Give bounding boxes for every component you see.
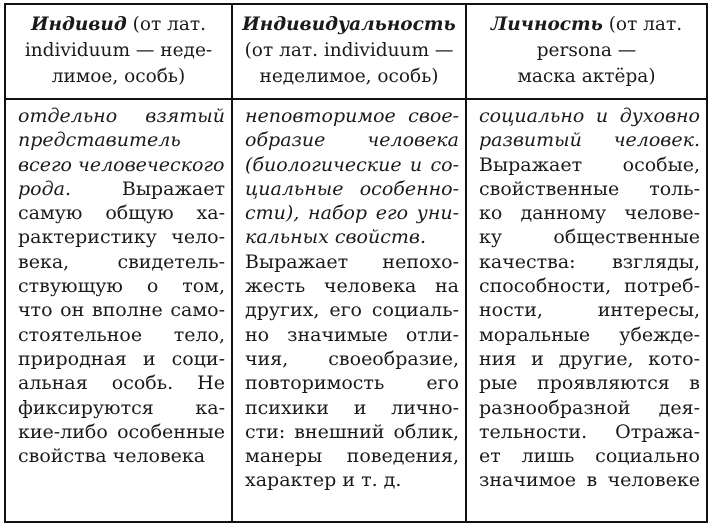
body-line (18, 250, 225, 274)
description-text: природная и соци- (18, 347, 225, 370)
body-line (245, 225, 459, 249)
table-bottom-rule (4, 521, 708, 523)
description-text: альная особь. Не (18, 372, 225, 395)
body-line (245, 201, 459, 225)
body-line (18, 347, 225, 371)
header-text: маска актёра) (517, 65, 656, 87)
definition-text: циальные особеннo- (245, 177, 459, 200)
body-line (479, 153, 700, 177)
description-text: рые проявляются в (479, 372, 700, 395)
header-lichnost (467, 4, 706, 97)
header-term: Личность (490, 13, 603, 35)
header-text: лимое, особь) (51, 65, 186, 87)
body-line (18, 371, 225, 395)
description-text: манеры поведения, (245, 445, 459, 468)
body-line (245, 104, 459, 128)
header-text: individuum — неде- (24, 39, 213, 61)
header-individualnost (233, 4, 465, 97)
description-text: ности, интересы, (479, 299, 700, 322)
header-line (517, 64, 655, 90)
body-line (479, 323, 700, 347)
body-line (245, 274, 459, 298)
header-text: (от лат. individuum — (244, 39, 454, 61)
body-individ (6, 104, 231, 468)
body-line (18, 298, 225, 322)
body-line (18, 444, 225, 468)
body-line (245, 371, 459, 395)
description-text: кие-либо особенные (18, 420, 225, 443)
header-line (52, 64, 185, 90)
description-text: моральные убежде- (479, 323, 700, 346)
body-line (245, 177, 459, 201)
description-text: других, его социаль- (245, 299, 459, 322)
body-lichnost (467, 104, 706, 493)
body-line (18, 201, 225, 225)
definition-text: социально и духовно (479, 105, 700, 127)
header-text: (от лат. (126, 13, 206, 35)
body-line (245, 323, 459, 347)
header-line (25, 38, 212, 64)
body-line (18, 153, 225, 177)
header-text: неделимое, особь) (259, 65, 439, 87)
definition-text: всего человеческого (18, 153, 225, 176)
description-text: свойства человека (18, 445, 206, 468)
body-line (479, 274, 700, 298)
description-text: но значимые отли- (245, 323, 459, 346)
description-text: ния и другие, кото- (479, 347, 700, 370)
description-text: Выражает (71, 177, 225, 200)
body-line (245, 420, 459, 444)
body-line (245, 396, 459, 420)
description-text: рактеристику чело- (18, 226, 225, 249)
body-line (245, 444, 459, 468)
description-text: значимое в человеке (479, 469, 700, 492)
description-text: ку общественные (479, 226, 700, 249)
body-line (479, 468, 700, 492)
description-text: повторимость его (245, 372, 459, 395)
header-line (245, 38, 454, 64)
description-text: фиксируются ка- (18, 396, 225, 419)
body-line (245, 128, 459, 152)
body-individualnost (233, 104, 465, 493)
body-line (18, 225, 225, 249)
definition-text: образие человека (245, 129, 459, 152)
description-text: способности, потреб- (479, 275, 700, 298)
body-line (479, 225, 700, 249)
header-line (242, 12, 455, 38)
description-text: разнообразной дея- (479, 396, 700, 419)
header-line (31, 12, 206, 38)
body-line (18, 323, 225, 347)
description-text: чия, своеобразие, (245, 347, 459, 370)
table-right-rule (706, 3, 708, 523)
body-line (245, 347, 459, 371)
header-line (259, 64, 438, 90)
description-text: ет лишь социально (479, 445, 700, 468)
definition-text: неповторимое свое- (245, 105, 459, 127)
definition-text: отдельно взятый (18, 105, 225, 127)
header-individ (6, 4, 231, 97)
description-text: качества: взгляды, (479, 250, 700, 273)
definition-text: (биологические и со- (245, 153, 459, 176)
description-text: стоятельное тело, (18, 323, 225, 346)
body-line (245, 153, 459, 177)
body-line (479, 371, 700, 395)
description-text: самую общую ха- (18, 202, 225, 225)
header-text: (от лат. (602, 13, 683, 35)
definition-text: сти), набор его уни- (245, 202, 459, 225)
definition-text: кальных свойств. (245, 226, 426, 249)
description-text: ко данному челове- (479, 202, 700, 225)
body-line (479, 177, 700, 201)
body-line (18, 274, 225, 298)
body-line (479, 396, 700, 420)
body-line (479, 201, 700, 225)
description-text: свойственные толь- (479, 177, 700, 200)
body-line (479, 420, 700, 444)
table-header-rule (4, 98, 708, 100)
description-text: Выражает непохо- (245, 250, 459, 273)
description-text: Выражает особые, (479, 153, 700, 176)
header-line (537, 38, 637, 64)
body-line (479, 128, 700, 152)
body-line (479, 298, 700, 322)
body-line (479, 250, 700, 274)
header-text: persona — (536, 39, 637, 61)
definition-text: развитый человек. (479, 129, 700, 152)
body-line (479, 444, 700, 468)
description-text: века, свидетель- (18, 250, 225, 273)
body-line (18, 128, 225, 152)
description-text: сти: внешний облик, (245, 420, 459, 443)
body-line (18, 396, 225, 420)
body-line (245, 250, 459, 274)
header-term: Индивид (31, 13, 127, 35)
definition-text: рода. (18, 177, 72, 200)
body-line (18, 104, 225, 128)
description-text: жесть человека на (245, 275, 459, 298)
body-line (245, 298, 459, 322)
description-text: что он вполне само- (18, 299, 225, 322)
body-line (479, 104, 700, 128)
body-line (479, 347, 700, 371)
description-text: психики и личнo- (245, 396, 459, 419)
body-line (245, 468, 459, 492)
body-line (18, 420, 225, 444)
header-line (491, 12, 682, 38)
description-text: ствующую о том, (18, 275, 225, 298)
body-line (18, 177, 225, 201)
header-term: Индивидуальность (242, 13, 456, 35)
description-text: тельности. Отража- (479, 420, 700, 443)
description-text: характер и т. д. (245, 469, 402, 492)
definition-text: представитель (18, 129, 181, 152)
